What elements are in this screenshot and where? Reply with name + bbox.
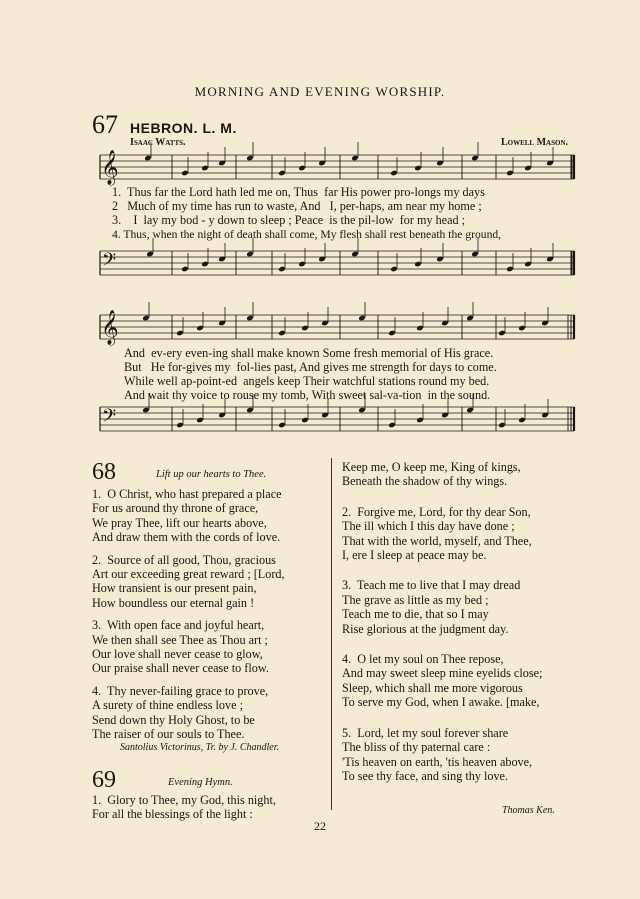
- hymn-69-line: [342, 644, 542, 652]
- svg-text:𝄞: 𝄞: [101, 310, 119, 345]
- hymn-67-system-1-line-3: 3. I lay my bod - y down to sleep ; Peace is the pil-low for my head ;: [112, 213, 466, 227]
- hymn-69-line: [342, 489, 542, 497]
- hymn-68-line: We pray Thee, lift our hearts above,: [92, 515, 267, 530]
- hymn-69-line: Keep me, O keep me, King of kings,: [342, 460, 521, 474]
- hymn-69-line: For all the blessings of the light :: [92, 807, 253, 822]
- hymn-69-line: To see thy face, and sing thy love.: [342, 768, 509, 783]
- tune-name: HEBRON. L. M.: [130, 120, 237, 136]
- hymn-68-line: 2. Source of all good, Thou, gracious: [92, 552, 276, 567]
- hymn-67-system-2-line-3: While well ap-point-ed angels keep Their watchful stations round my bed.: [124, 374, 490, 388]
- hymn-68-line: 3. With open face and joyful heart,: [92, 618, 265, 633]
- hymn-69-line: That with the world, myself, and Thee,: [342, 533, 532, 548]
- hymn-69-line: [342, 710, 542, 718]
- hymn-67-number: 67: [92, 110, 118, 139]
- hymn-69-line: [342, 570, 542, 578]
- hymn-68-line: A surety of thine endless love ;: [92, 698, 243, 713]
- hymn-69-line: Teach me to die, that so I may: [342, 607, 489, 622]
- hymn-69-line: [342, 497, 542, 505]
- hymn-68-line: 4. Thy never-failing grace to prove,: [92, 683, 269, 698]
- hymn-69-line: 2. Forgive me, Lord, for thy dear Son,: [342, 504, 531, 519]
- hymn-68-line: How transient is our present pain,: [92, 581, 257, 596]
- hymn-68-line: For us around thy throne of grace,: [92, 501, 259, 516]
- hymn-67-author: Isaac Watts.: [130, 137, 186, 148]
- hymn-67-composer: Lowell Mason.: [500, 137, 568, 148]
- hymn-69-line: 4. O let my soul on Thee repose,: [342, 652, 504, 667]
- hymn-69-number: 69: [92, 767, 116, 793]
- hymn-67-system-1-line-4: 4. Thus, when the night of death shall come, My flesh shall rest beneath the ground,: [112, 228, 502, 241]
- hymn-68-line: And draw them with the cords of love.: [92, 530, 281, 545]
- hymn-68-line: 1. O Christ, who hast prepared a place: [92, 487, 282, 501]
- hymn-67-system-2-line-4: And wait thy voice to rouse my tomb, With sweet sal-va-tion in the sound.: [124, 388, 491, 402]
- svg-text:𝄢: 𝄢: [102, 250, 117, 275]
- hymn-68-line: The raiser of our souls to Thee.: [92, 727, 245, 742]
- hymn-68-title: Lift up our hearts to Thee.: [156, 469, 267, 480]
- hymn-68-attribution: Santolius Victorinus, Tr. by J. Chandler.: [120, 742, 279, 753]
- hymn-69-line: The bliss of thy paternal care :: [342, 740, 491, 755]
- hymn-68-line: Our love shall never cease to glow,: [92, 647, 263, 662]
- page-number: 22: [314, 819, 326, 833]
- svg-text:𝄞: 𝄞: [101, 150, 119, 185]
- hymn-68-line: We then shall see Thee as Thou art ;: [92, 632, 268, 647]
- hymn-69-line: Beneath the shadow of thy wings.: [342, 474, 508, 489]
- hymn-69-line: 'Tis heaven on earth, 'tis heaven above,: [342, 754, 533, 769]
- hymn-69-line: To serve my God, when I awake. [make,: [342, 695, 540, 710]
- hymn-67-system-1-line-1: 1. Thus far the Lord hath led me on, Thus far His power pro-longs my days: [112, 185, 485, 199]
- hymn-67-system-1-line-2: 2 Much of my time has run to waste, And I, per-haps, am near my home ;: [112, 199, 482, 213]
- hymn-68-line: [92, 545, 285, 553]
- hymn-69-line: And may sweet sleep mine eyelids close;: [342, 666, 543, 681]
- hymn-68-line: Art our exceeding great reward ; [Lord,: [92, 567, 285, 582]
- hymn-69-line: Sleep, which shall me more vigorous: [342, 680, 523, 695]
- hymn-69-line: I, ere I sleep at peace may be.: [342, 548, 487, 563]
- hymn-69-title: Evening Hymn.: [168, 777, 233, 788]
- hymn-69-right-text: [342, 460, 542, 783]
- column-divider: [331, 458, 332, 810]
- hymn-69-attribution: Thomas Ken.: [502, 805, 555, 816]
- hymn-68-number: 68: [92, 459, 116, 485]
- hymn-69-line: The grave as little as my bed ;: [342, 592, 489, 607]
- hymn-69-line: [342, 562, 542, 570]
- hymn-69-line: Rise glorious at the judgment day.: [342, 621, 509, 636]
- hymn-68-line: Send down thy Holy Ghost, to be: [92, 712, 255, 727]
- hymn-68-line: How boundless our eternal gain !: [92, 595, 255, 610]
- hymn-68-text: [92, 487, 285, 742]
- hymn-67-system-2-line-1: And ev-ery even-ing shall make known Some fresh memorial of His grace.: [124, 346, 494, 360]
- hymn-68-line: Our praise shall never cease to flow.: [92, 661, 269, 676]
- hymn-69-line: The ill which I this day have done ;: [342, 519, 515, 534]
- hymn-69-line: [342, 636, 542, 644]
- svg-text:𝄢: 𝄢: [102, 406, 117, 431]
- hymn-69-line: 5. Lord, let my soul forever share: [342, 725, 509, 740]
- hymn-69-line: 3. Teach me to live that I may dread: [342, 578, 521, 593]
- hymn-69-left-text: [92, 793, 276, 822]
- hymn-68-line: [92, 676, 285, 684]
- hymn-68-line: [92, 610, 285, 618]
- running-title: MORNING AND EVENING WORSHIP.: [194, 84, 446, 99]
- hymn-69-line: 1. Glory to Thee, my God, this night,: [92, 793, 276, 807]
- hymn-67-system-2-line-2: But He for-gives my fol-lies past, And gives me strength for days to come.: [124, 360, 497, 374]
- hymn-69-line: [342, 718, 542, 726]
